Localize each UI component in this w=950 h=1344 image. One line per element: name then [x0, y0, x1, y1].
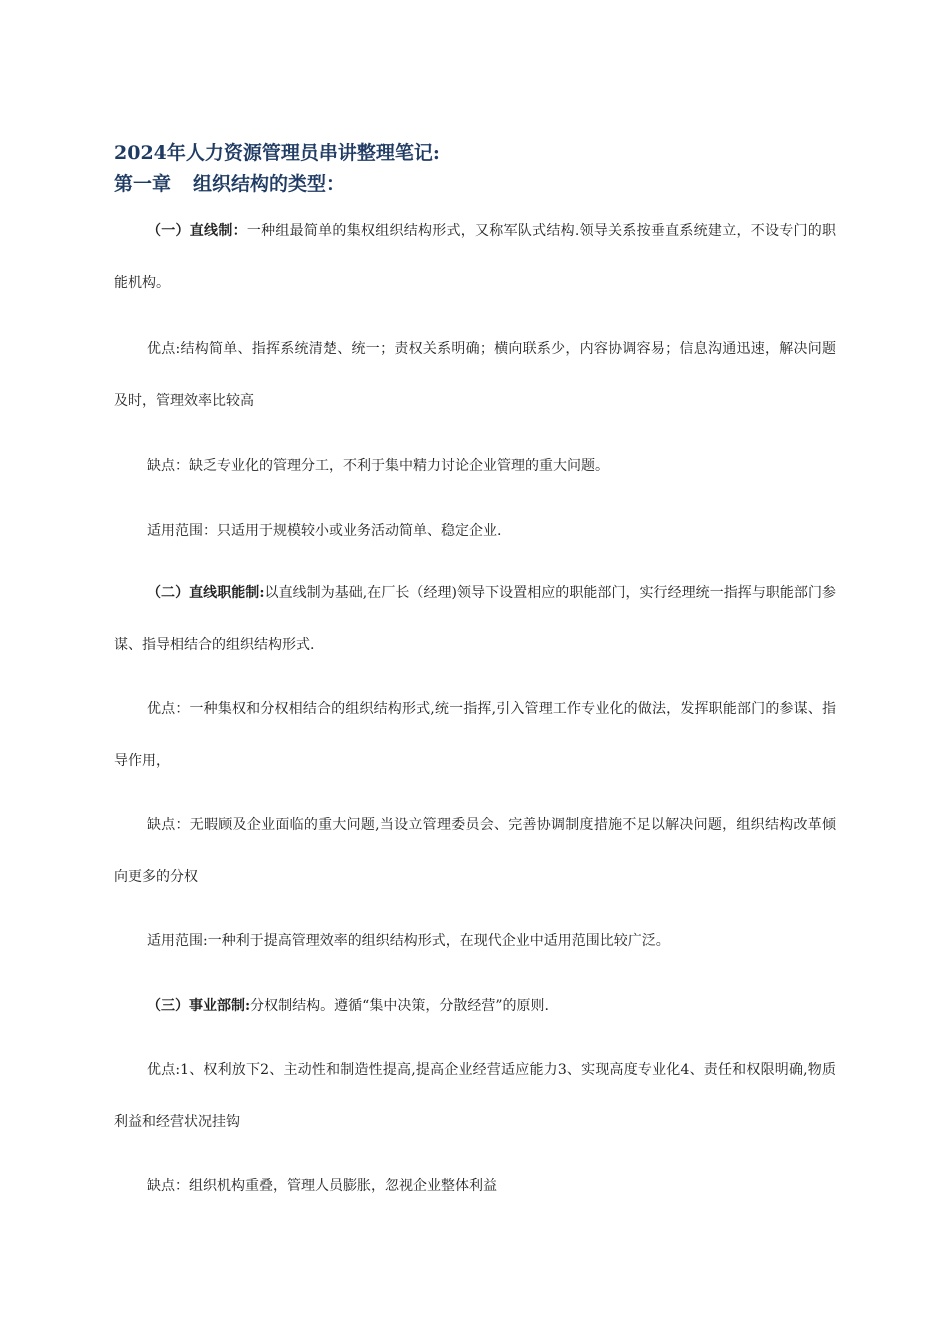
- chapter-name: 组织结构的类型：: [193, 173, 346, 195]
- section-3-label: 事业部制: [189, 998, 245, 1014]
- chapter-heading: [114, 172, 345, 196]
- section-2-scope: 适用范围:一种利于提高管理效率的组织结构形式，在现代企业中适用范围比较广泛。: [147, 933, 670, 949]
- section-3-cons: 缺点：组织机构重叠，管理人员膨胀，忽视企业整体利益: [147, 1178, 497, 1194]
- section-1-pros: 优点:结构简单、指挥系统清楚、统一；责权关系明确；横向联系少，内容协调容易；信息沟通迅速，解决问题及时，管理效率比较高: [114, 341, 836, 409]
- section-3-text: 分权制结构。遵循“集中决策，分散经营”的原则.: [250, 998, 549, 1014]
- section-2-cons: 缺点：无暇顾及企业面临的重大问题,当设立管理委员会、完善协调制度措施不足以解决问题，组织结构改革倾向更多的分权: [114, 817, 836, 885]
- section-1-text: 一种组最简单的集权组织结构形式，又称军队式结构.领导关系按垂直系统建立，不设专门的职能机构。: [114, 223, 837, 291]
- section-2-label: 直线职能制: [189, 585, 260, 601]
- section-3-definition: [114, 980, 836, 1032]
- section-2-pros: 优点：一种集权和分权相结合的组织结构形式,统一指挥,引入管理工作专业化的做法，发挥职能部门的参谋、指导作用，: [114, 701, 836, 769]
- section-1-label: 直线制: [189, 223, 233, 239]
- section-1-prefix: （一）: [147, 223, 190, 239]
- section-1-scope: 适用范围：只适用于规模较小或业务活动简单、稳定企业.: [147, 523, 502, 539]
- section-3-pros: 优点:1、权利放下2、主动性和制造性提高,提高企业经营适应能力3、实现高度专业化4、责任和权限明确,物质利益和经营状况挂钩: [114, 1062, 836, 1130]
- section-2-prefix: （二）: [147, 585, 190, 601]
- section-1-cons: 缺点：缺乏专业化的管理分工，不利于集中精力讨论企业管理的重大问题。: [147, 458, 609, 474]
- section-2-definition: [114, 567, 836, 671]
- section-2-sep: :: [259, 585, 265, 601]
- chapter-number: 第一章: [114, 173, 172, 195]
- section-1-definition: [114, 205, 836, 309]
- document-title: 2024年人力资源管理员串讲整理笔记:: [114, 142, 440, 164]
- section-3-sep: :: [245, 998, 251, 1014]
- section-2-text: 以直线制为基础,在厂长（经理)领导下设置相应的职能部门，实行经理统一指挥与职能部门参谋、指导相结合的组织结构形式.: [114, 585, 837, 653]
- section-1-sep: ：: [232, 223, 247, 239]
- section-3-prefix: （三）: [147, 998, 189, 1014]
